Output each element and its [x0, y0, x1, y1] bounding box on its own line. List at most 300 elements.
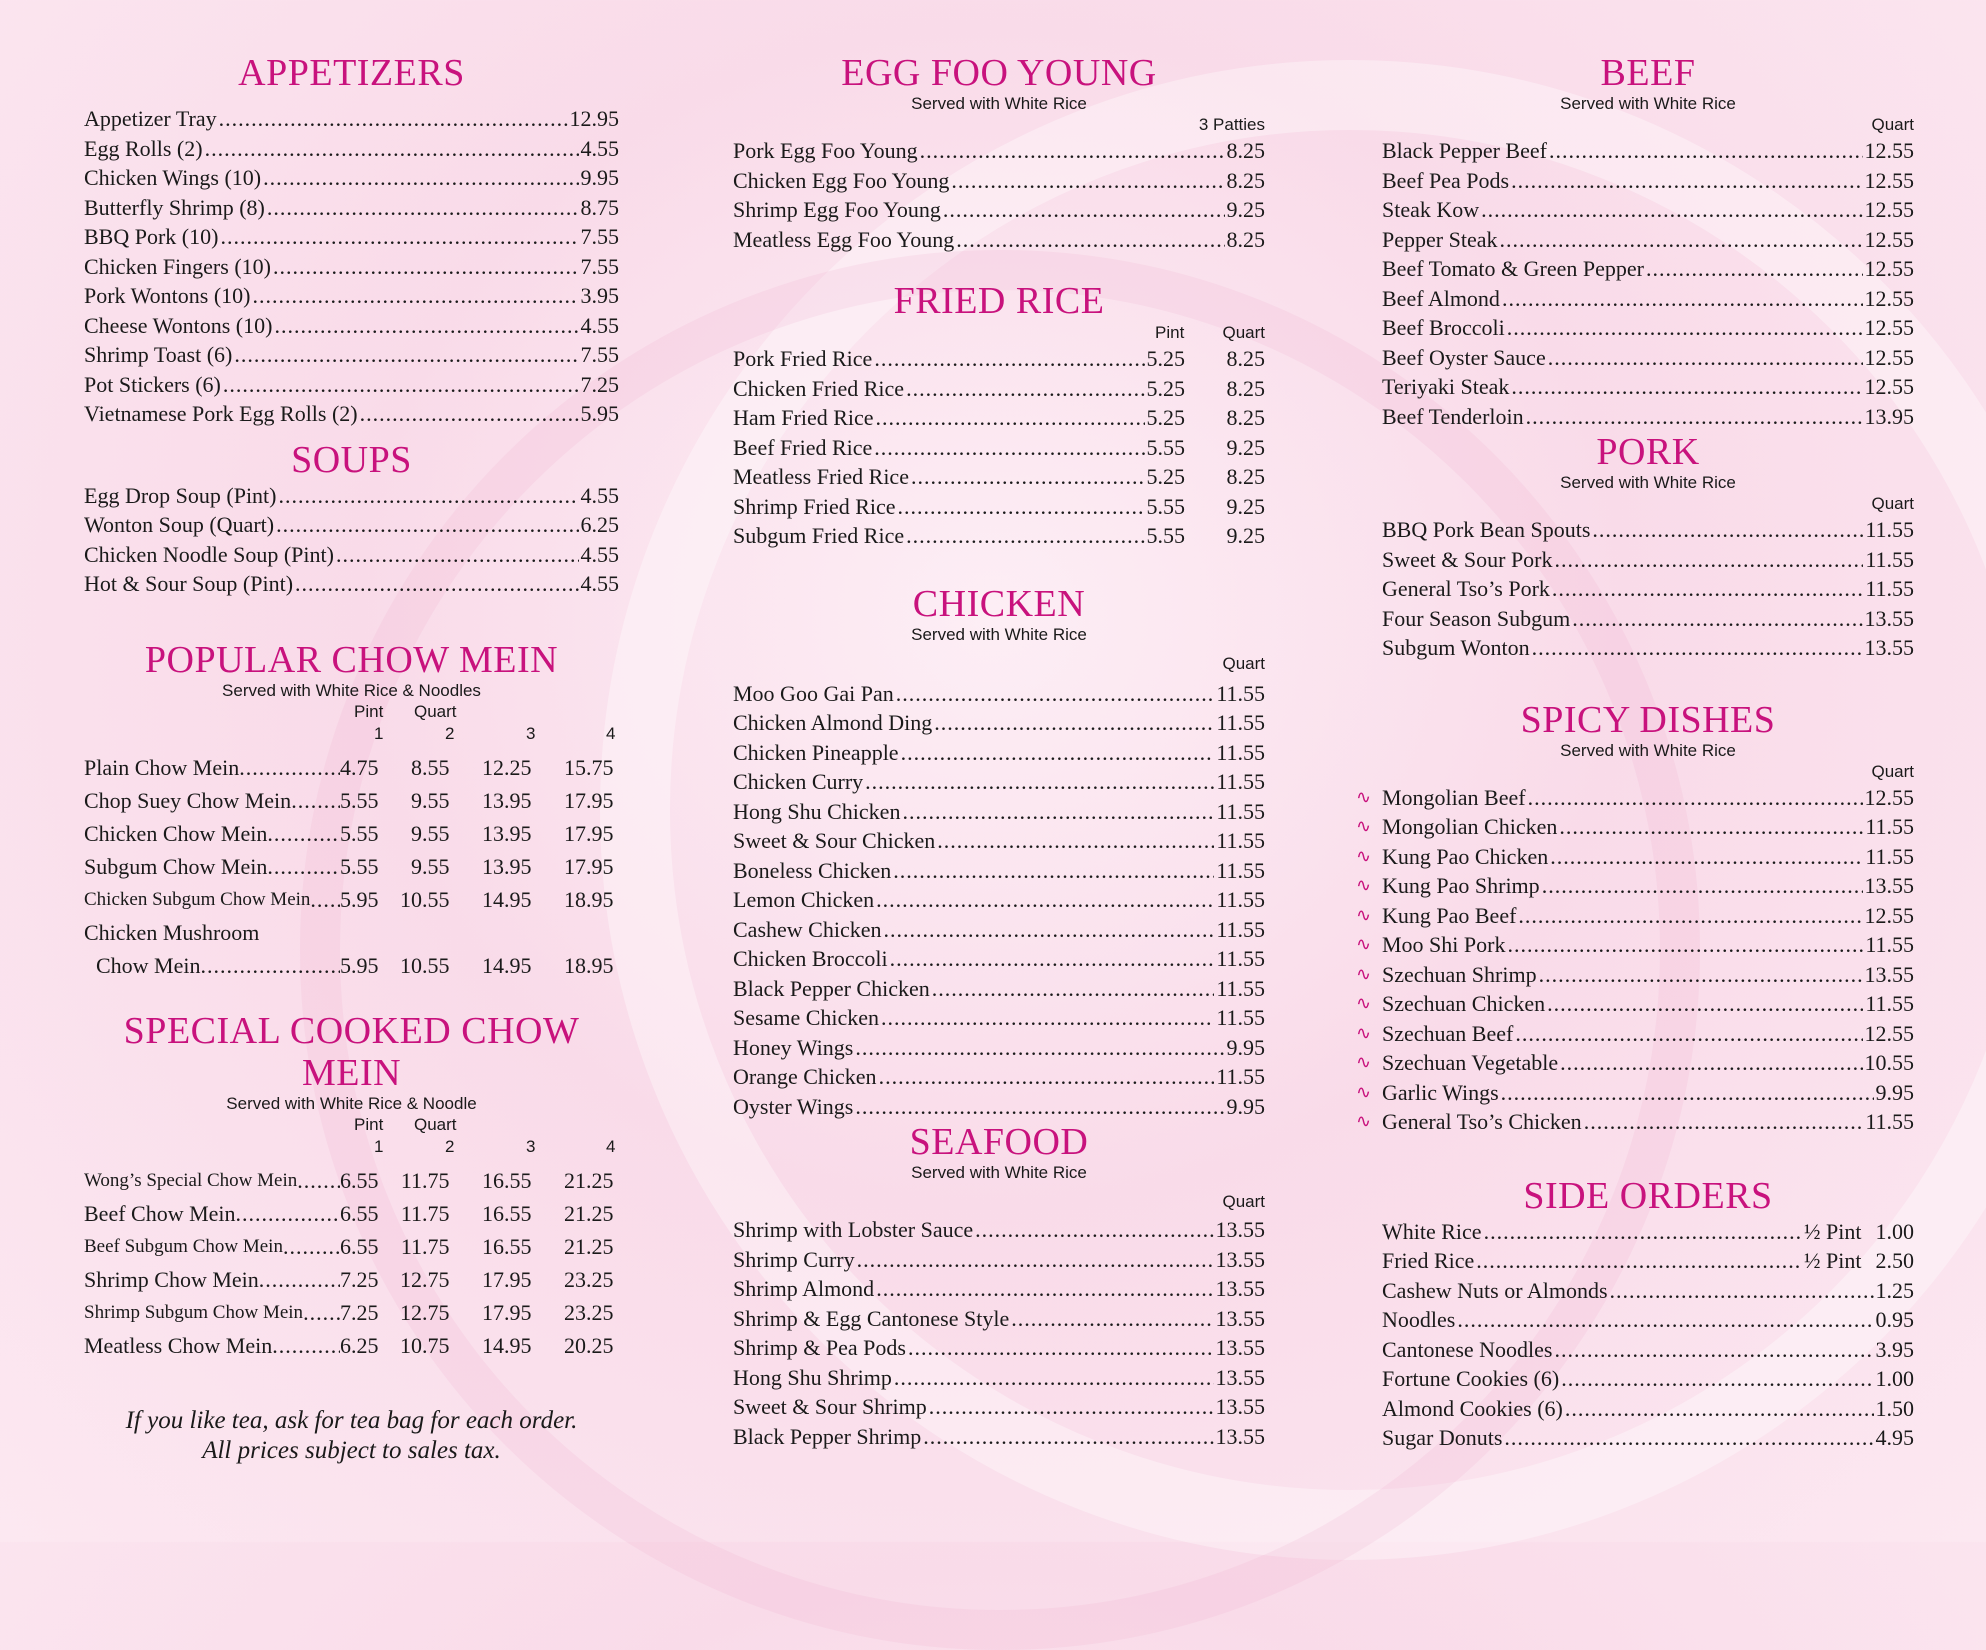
menu-item — [1356, 1019, 1914, 1049]
item-price: 13.55 — [1215, 1305, 1265, 1331]
dot-leader — [883, 915, 1214, 945]
price-p1: 6.55 — [340, 1167, 379, 1193]
item-price-quart: 8.25 — [1226, 346, 1265, 371]
menu-item — [84, 481, 619, 511]
price-p3: 16.55 — [482, 1167, 532, 1193]
item-name: Moo Shi Pork — [1382, 932, 1506, 957]
column-header-quart: Quart — [1222, 1192, 1265, 1211]
item-name: Honey Wings — [733, 1034, 854, 1060]
menu-item — [1356, 812, 1914, 842]
dot-leader — [1501, 1078, 1874, 1108]
dot-leader — [934, 708, 1214, 738]
dot-leader — [1550, 842, 1863, 872]
item-name-cell — [84, 850, 340, 883]
item-name: Shrimp Fried Rice — [733, 493, 896, 519]
menu-item — [84, 193, 619, 223]
dot-leader — [911, 462, 1145, 492]
item-name: Chicken Egg Foo Young — [733, 167, 950, 193]
section-title-egg-foo-young: EGG FOO YOUNG — [841, 52, 1157, 94]
item-name: Chicken Fried Rice — [733, 375, 905, 401]
chili-pepper-icon: ∿ — [1356, 904, 1372, 925]
item-price: 11.55 — [1216, 1005, 1265, 1030]
dot-leader — [906, 374, 1144, 404]
item-name: Ham Fried Rice — [733, 405, 874, 430]
dot-leader — [1511, 166, 1862, 196]
item-price: 11.55 — [1865, 1109, 1914, 1134]
item-name: Egg Rolls (2) — [84, 135, 203, 161]
item-name-cell — [84, 949, 340, 982]
item-price: 13.55 — [1864, 635, 1914, 660]
column-header-1: 1 — [374, 723, 384, 743]
item-price: 1.25 — [1875, 1277, 1914, 1303]
menu-item — [1356, 1107, 1914, 1137]
dot-leader — [205, 134, 579, 164]
price-p2: 8.55 — [411, 754, 450, 780]
menu-item — [1356, 930, 1914, 960]
dot-leader — [297, 1164, 340, 1197]
column-header-4: 4 — [606, 723, 616, 743]
item-price: 12.55 — [1864, 315, 1914, 340]
section-subtitle: Served with White Rice — [1560, 740, 1736, 760]
menu-column-right — [1356, 52, 1914, 1453]
item-name: Meatless Chow Mein — [84, 1332, 273, 1358]
item-price-quart: 8.25 — [1226, 375, 1265, 401]
item-name: Mongolian Chicken — [1382, 814, 1558, 839]
dot-leader — [303, 1296, 340, 1329]
column-header-3: 3 — [526, 723, 536, 743]
item-name: Chicken Pineapple — [733, 739, 899, 765]
dot-leader — [1560, 1048, 1862, 1078]
chow-mein-row — [84, 850, 619, 883]
item-name: Subgum Fried Rice — [733, 523, 905, 548]
menu-item — [733, 1392, 1265, 1422]
dot-leader — [857, 1245, 1214, 1275]
menu-item — [1382, 1246, 1914, 1276]
dot-leader — [1565, 1394, 1874, 1424]
chili-pepper-icon: ∿ — [1356, 875, 1372, 895]
price-p2: 9.55 — [411, 820, 450, 846]
item-name: Meatless Fried Rice — [733, 464, 909, 489]
appetizers-list — [84, 104, 619, 429]
item-name: Shrimp & Pea Pods — [733, 1335, 906, 1360]
item-name: Chicken Almond Ding — [733, 710, 933, 735]
dot-leader — [956, 225, 1224, 255]
menu-item — [733, 1003, 1265, 1033]
dot-leader — [272, 1329, 340, 1362]
price-p4: 21.25 — [564, 1233, 614, 1259]
item-price: 1.00 — [1875, 1218, 1914, 1244]
item-name: General Tso’s Chicken — [1382, 1109, 1582, 1134]
price-p2: 12.75 — [400, 1299, 450, 1325]
dot-leader — [1504, 1423, 1873, 1453]
column-header — [84, 1136, 619, 1158]
dot-leader — [855, 1033, 1224, 1063]
menu-item — [1382, 225, 1914, 255]
menu-item — [1382, 343, 1914, 373]
item-name: Shrimp Subgum Chow Mein — [84, 1301, 304, 1323]
menu-item — [733, 767, 1265, 797]
price-p3: 16.55 — [482, 1233, 532, 1259]
item-price: 6.25 — [580, 512, 619, 537]
item-price: 13.55 — [1864, 605, 1914, 631]
item-price: 11.55 — [1216, 975, 1265, 1001]
menu-item — [733, 225, 1265, 255]
menu-item — [1382, 545, 1914, 575]
item-name: Beef Broccoli — [1382, 315, 1505, 340]
item-name: Shrimp & Egg Cantonese Style — [733, 1305, 1010, 1331]
section-subtitle: Served with White Rice — [911, 1163, 1087, 1182]
item-price-pint: 5.25 — [1146, 464, 1185, 489]
price-p4: 17.95 — [564, 853, 614, 879]
item-price: 12.55 — [1864, 138, 1914, 163]
item-name: Beef Pea Pods — [1382, 167, 1510, 193]
item-name: Steak Kow — [1382, 197, 1480, 222]
dot-leader — [1561, 1364, 1873, 1394]
item-name: Beef Tomato & Green Pepper — [1382, 256, 1644, 281]
section-subtitle: Served with White Rice — [1560, 473, 1736, 492]
item-name: Chicken Chow Mein — [84, 820, 268, 846]
price-p1: 7.25 — [340, 1266, 379, 1292]
item-name: Shrimp Chow Mein — [84, 1266, 259, 1292]
dot-leader — [902, 797, 1214, 827]
menu-item — [84, 340, 619, 370]
price-p1: 5.55 — [340, 787, 379, 813]
menu-item — [733, 1245, 1265, 1275]
item-name: Hong Shu Shrimp — [733, 1364, 892, 1390]
item-name: Szechuan Shrimp — [1382, 961, 1537, 987]
dot-leader — [291, 784, 340, 817]
menu-item — [1356, 989, 1914, 1019]
item-name: BBQ Pork (10) — [84, 224, 219, 249]
dot-leader — [1610, 1276, 1874, 1306]
dot-leader — [881, 1003, 1214, 1033]
item-price-pint: 5.55 — [1146, 434, 1185, 460]
dot-leader — [951, 166, 1224, 196]
dot-leader — [283, 1230, 340, 1263]
dot-leader — [1539, 960, 1863, 990]
item-price-pint: 5.55 — [1146, 493, 1185, 519]
item-name: Boneless Chicken — [733, 857, 892, 883]
price-p3: 17.95 — [482, 1299, 532, 1325]
price-p4: 15.75 — [564, 754, 614, 780]
price-p4: 23.25 — [564, 1299, 614, 1325]
item-size: ½ Pint — [1804, 1248, 1862, 1273]
item-name: Sweet & Sour Pork — [1382, 546, 1553, 572]
item-price: 9.25 — [1226, 197, 1265, 222]
tax-note: All prices subject to sales tax. — [202, 1436, 501, 1464]
item-price: 11.55 — [1865, 843, 1914, 869]
item-name: Almond Cookies (6) — [1382, 1395, 1563, 1421]
menu-item — [733, 1422, 1265, 1452]
item-name: Pork Wontons (10) — [84, 283, 251, 308]
pork-list — [1382, 515, 1914, 663]
price-p3: 14.95 — [482, 1332, 532, 1358]
item-price: 12.55 — [1864, 256, 1914, 281]
price-p1: 5.95 — [340, 952, 379, 978]
column-header — [84, 1114, 619, 1136]
item-name: Chicken Fingers (10) — [84, 253, 271, 279]
item-name-cell — [84, 1197, 340, 1230]
special-chow-mein-table — [84, 1164, 619, 1362]
column-header-quart: Quart — [1222, 653, 1265, 673]
item-name: Teriyaki Steak — [1382, 374, 1510, 399]
item-price: 11.55 — [1216, 946, 1265, 971]
item-price: 11.55 — [1216, 769, 1265, 794]
item-name: Oyster Wings — [733, 1093, 854, 1119]
item-name: Shrimp Egg Foo Young — [733, 197, 941, 222]
price-p2: 11.75 — [400, 1167, 450, 1193]
menu-item — [84, 134, 619, 164]
item-name: Egg Drop Soup (Pint) — [84, 482, 277, 508]
item-name: Beef Fried Rice — [733, 434, 873, 460]
item-price: 5.95 — [580, 401, 619, 426]
item-price: 13.55 — [1215, 1276, 1265, 1301]
chow-mein-row — [84, 784, 619, 817]
menu-item — [733, 1062, 1265, 1092]
item-price: 7.55 — [580, 342, 619, 367]
menu-item — [1382, 313, 1914, 343]
menu-item — [84, 569, 619, 599]
menu-item — [1382, 1305, 1914, 1335]
price-p3: 13.95 — [482, 787, 532, 813]
item-name: Beef Almond — [1382, 285, 1500, 311]
menu-item — [733, 885, 1265, 915]
dot-leader — [220, 222, 578, 252]
price-p4: 17.95 — [564, 787, 614, 813]
item-name: Pork Egg Foo Young — [733, 138, 918, 163]
item-price: 13.55 — [1864, 961, 1914, 987]
item-name: Pepper Steak — [1382, 226, 1498, 252]
menu-item — [733, 679, 1265, 709]
menu-item — [733, 915, 1265, 945]
item-name: Butterfly Shrimp (8) — [84, 194, 265, 220]
item-name: Fried Rice — [1382, 1248, 1475, 1273]
column-header — [84, 701, 619, 723]
dot-leader — [1484, 1217, 1802, 1247]
section-subtitle: Served with White Rice — [1560, 94, 1736, 113]
item-price: 13.55 — [1864, 873, 1914, 898]
item-name: Shrimp with Lobster Sauce — [733, 1217, 974, 1242]
dot-leader — [1646, 254, 1863, 284]
item-name: Sweet & Sour Chicken — [733, 828, 936, 853]
menu-item — [733, 1092, 1265, 1122]
column-header-quart: Quart — [414, 701, 457, 721]
price-p1: 6.55 — [340, 1200, 379, 1226]
item-name-cell — [84, 1164, 340, 1197]
item-price: 12.95 — [569, 106, 619, 131]
fried-rice-list — [733, 344, 1265, 551]
item-name: General Tso’s Pork — [1382, 576, 1550, 601]
item-name: BBQ Pork Bean Spouts — [1382, 517, 1591, 542]
dot-leader — [932, 974, 1215, 1004]
column-header-2: 2 — [445, 1136, 455, 1156]
menu-item — [1382, 633, 1914, 663]
item-price-quart: 9.25 — [1226, 523, 1265, 548]
column-header-quart: Quart — [1222, 323, 1265, 342]
column-header-pint: Pint — [1155, 323, 1185, 342]
item-price: 7.25 — [580, 371, 619, 397]
dot-leader — [259, 1263, 340, 1296]
item-name: Plain Chow Mein — [84, 754, 240, 780]
menu-item — [733, 708, 1265, 738]
item-price: 1.00 — [1875, 1366, 1914, 1391]
menu-item — [1382, 372, 1914, 402]
chili-pepper-icon: ∿ — [1356, 786, 1372, 807]
dot-leader — [1572, 604, 1862, 634]
chow-mein-row — [84, 883, 619, 916]
section-title-seafood: SEAFOOD — [909, 1121, 1089, 1163]
item-price: 12.55 — [1864, 1020, 1914, 1046]
item-price: 12.55 — [1864, 226, 1914, 252]
item-price: 7.55 — [580, 253, 619, 279]
dot-leader — [274, 311, 578, 341]
item-price-quart: 8.25 — [1226, 405, 1265, 430]
menu-item — [1356, 1048, 1914, 1078]
price-p1: 4.75 — [340, 754, 379, 780]
price-p2: 11.75 — [400, 1233, 450, 1259]
item-price: 11.55 — [1216, 828, 1265, 853]
menu-item — [733, 974, 1265, 1004]
item-name: Szechuan Beef — [1382, 1020, 1514, 1046]
section-subtitle: Served with White Rice — [911, 94, 1087, 113]
item-name: Kung Pao Shrimp — [1382, 873, 1540, 898]
menu-item — [84, 311, 619, 341]
dot-leader — [1515, 1019, 1862, 1049]
item-name: Chow Mein — [96, 952, 201, 978]
item-price: 11.55 — [1865, 576, 1914, 601]
dot-leader — [276, 510, 578, 540]
dot-leader — [906, 521, 1144, 551]
item-name: Beef Oyster Sauce — [1382, 344, 1546, 370]
section-title-pork: PORK — [1596, 431, 1700, 473]
price-p3: 16.55 — [482, 1200, 532, 1226]
item-name: Vietnamese Pork Egg Rolls (2) — [84, 401, 358, 426]
menu-item — [1356, 901, 1914, 931]
item-name: Mongolian Beef — [1382, 784, 1526, 810]
dot-leader — [937, 826, 1214, 856]
price-p1: 5.55 — [340, 820, 379, 846]
item-price: 11.55 — [1216, 1064, 1265, 1089]
item-name: Beef Chow Mein — [84, 1200, 236, 1226]
dot-leader — [1532, 633, 1863, 663]
dot-leader — [219, 104, 568, 134]
item-price: 9.95 — [580, 165, 619, 190]
item-price: 4.95 — [1875, 1425, 1914, 1450]
chili-pepper-icon: ∿ — [1356, 1022, 1372, 1043]
menu-item — [1356, 960, 1914, 990]
menu-item — [1382, 1394, 1914, 1424]
item-name: Kung Pao Chicken — [1382, 843, 1549, 869]
dot-leader — [310, 883, 340, 916]
menu-column-left — [84, 52, 619, 1466]
section-subtitle: Served with White Rice — [911, 624, 1087, 644]
item-price: 8.75 — [580, 194, 619, 220]
item-price: 12.55 — [1864, 374, 1914, 399]
dot-leader — [929, 1392, 1214, 1422]
item-name-cell — [84, 1296, 340, 1329]
price-p2: 10.55 — [400, 886, 450, 912]
chow-mein-row — [84, 916, 619, 949]
column-header-pint: Pint — [354, 701, 384, 721]
item-name: Meatless Egg Foo Young — [733, 226, 955, 252]
dot-leader — [1547, 989, 1863, 1019]
item-price: 9.95 — [1226, 1034, 1265, 1060]
item-name: Hong Shu Chicken — [733, 798, 901, 824]
column-header-quart: Quart — [1871, 494, 1914, 513]
dot-leader — [1499, 225, 1862, 255]
item-price-pint: 5.25 — [1146, 346, 1185, 371]
price-p3: 13.95 — [482, 853, 532, 879]
item-price: 1.50 — [1875, 1395, 1914, 1421]
item-price: 13.55 — [1215, 1423, 1265, 1449]
menu-item — [1356, 783, 1914, 813]
section-title-beef: BEEF — [1600, 52, 1696, 94]
item-price: 12.55 — [1864, 902, 1914, 928]
item-name: Chop Suey Chow Mein — [84, 787, 292, 813]
item-price: 13.55 — [1215, 1217, 1265, 1242]
chow-mein-row — [84, 1263, 619, 1296]
item-price: 13.55 — [1215, 1364, 1265, 1390]
item-name: Wong’s Special Chow Mein — [84, 1169, 298, 1191]
menu-item — [733, 403, 1265, 433]
dot-leader — [1481, 195, 1862, 225]
dot-leader — [273, 252, 579, 282]
item-price: 13.55 — [1215, 1246, 1265, 1272]
menu-item — [733, 856, 1265, 886]
item-name: Chicken Curry — [733, 769, 864, 794]
dot-leader — [1555, 545, 1864, 575]
item-price: 11.55 — [1865, 546, 1914, 572]
item-name-cell — [84, 1230, 340, 1263]
dot-leader — [874, 344, 1144, 374]
dot-leader — [1507, 930, 1863, 960]
item-name: Sweet & Sour Shrimp — [733, 1394, 927, 1419]
chili-pepper-icon: ∿ — [1356, 963, 1372, 984]
dot-leader — [1518, 901, 1862, 931]
chicken-list — [733, 679, 1265, 1122]
menu-column-middle — [733, 52, 1265, 1451]
item-name: Orange Chicken — [733, 1064, 877, 1089]
dot-leader — [253, 281, 579, 311]
chili-pepper-icon: ∿ — [1356, 1081, 1372, 1102]
menu-item — [733, 826, 1265, 856]
column-header-4: 4 — [606, 1136, 616, 1156]
section-subtitle: Served with White Rice & Noodle — [226, 1093, 477, 1113]
item-price: 8.25 — [1226, 138, 1265, 163]
chow-mein-row — [84, 1296, 619, 1329]
menu-item — [733, 195, 1265, 225]
dot-leader — [201, 949, 341, 982]
item-name: Shrimp Almond — [733, 1276, 875, 1301]
price-p2: 12.75 — [400, 1266, 450, 1292]
item-name: Cheese Wontons (10) — [84, 312, 273, 338]
menu-item — [1382, 284, 1914, 314]
menu-item — [1356, 871, 1914, 901]
item-name: Shrimp Curry — [733, 1246, 855, 1272]
column-header-2: 2 — [445, 723, 455, 743]
item-name: Kung Pao Beef — [1382, 902, 1517, 928]
dot-leader — [876, 885, 1214, 915]
dot-leader — [234, 340, 578, 370]
dot-leader — [876, 1274, 1213, 1304]
item-name: Pork Fried Rice — [733, 346, 873, 371]
dot-leader — [898, 492, 1145, 522]
egg-foo-young-list — [733, 136, 1265, 254]
chow-mein-row — [84, 817, 619, 850]
menu-item — [1356, 1078, 1914, 1108]
dot-leader — [1528, 783, 1863, 813]
menu-item — [1382, 1217, 1914, 1247]
